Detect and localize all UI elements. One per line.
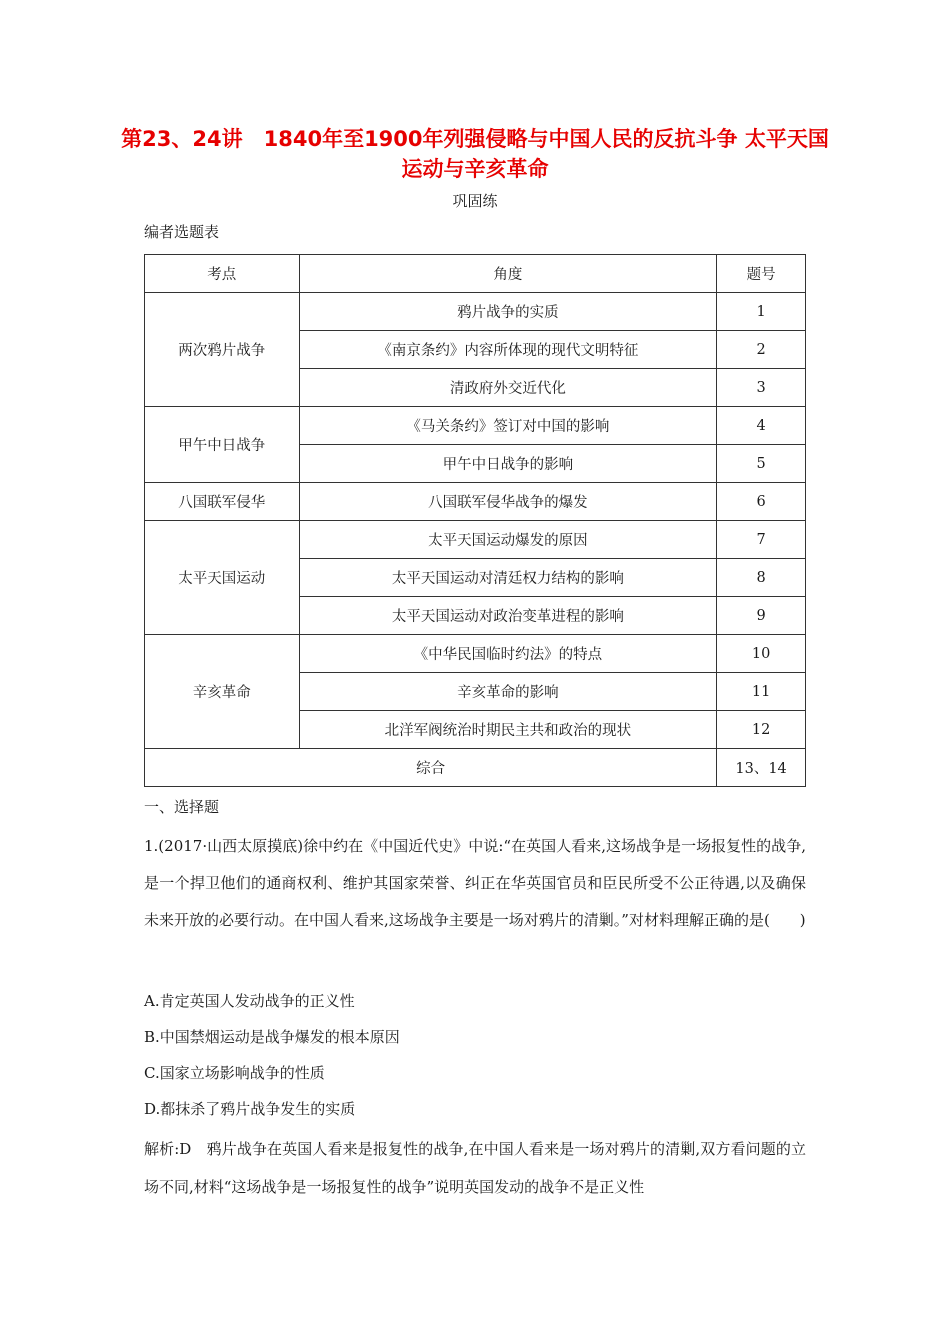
number-cell: 1	[717, 293, 806, 331]
angle-cell: 北洋军阀统治时期民主共和政治的现状	[299, 711, 717, 749]
number-cell: 12	[717, 711, 806, 749]
summary-label-cell: 综合	[145, 749, 717, 787]
topic-cell: 甲午中日战争	[145, 407, 300, 483]
angle-cell: 八国联军侵华战争的爆发	[299, 483, 717, 521]
number-cell: 10	[717, 635, 806, 673]
header-number: 题号	[717, 255, 806, 293]
topic-cell: 八国联军侵华	[145, 483, 300, 521]
topic-cell: 两次鸦片战争	[145, 293, 300, 407]
angle-cell: 《南京条约》内容所体现的现代文明特征	[299, 331, 717, 369]
topic-selection-table	[144, 254, 806, 787]
table-summary-row	[145, 749, 806, 787]
page-subtitle: 巩固练	[452, 192, 498, 210]
table-header-row	[145, 255, 806, 293]
answer-analysis: 解析:D 鸦片战争在英国人看来是报复性的战争,在中国人看来是一场对鸦片的清剿,双方看问题的立场不同,材料“这场战争是一场报复性的战争”说明英国发动的战争不是正义性	[144, 1140, 806, 1196]
angle-cell: 《中华民国临时约法》的特点	[299, 635, 717, 673]
summary-number-cell: 13、14	[717, 749, 806, 787]
option-a: A.肯定英国人发动战争的正义性	[144, 992, 355, 1010]
question-stem	[144, 828, 806, 939]
number-cell: 3	[717, 369, 806, 407]
option-b: B.中国禁烟运动是战争爆发的根本原因	[144, 1028, 400, 1046]
angle-cell: 辛亥革命的影响	[299, 673, 717, 711]
option-c: C.国家立场影响战争的性质	[144, 1064, 325, 1082]
answer-options	[144, 986, 806, 1130]
table-row	[145, 293, 806, 331]
header-topic: 考点	[145, 255, 300, 293]
question-text: 1.(2017·山西太原摸底)徐中约在《中国近代史》中说:“在英国人看来,这场战争是一场报复性的战争,是一个捍卫他们的通商权利、维护其国家荣誉、纠正在华英国官员和臣民所受不公正待遇,以及确保未来开放的必要行动。在中国人看来,这场战争主要是一场对鸦片的清剿。”对材料理解正确的是( )	[144, 837, 806, 929]
angle-cell: 太平天国运动爆发的原因	[299, 521, 717, 559]
angle-cell: 太平天国运动对清廷权力结构的影响	[299, 559, 717, 597]
angle-cell: 鸦片战争的实质	[299, 293, 717, 331]
option-d: D.都抹杀了鸦片战争发生的实质	[144, 1100, 356, 1118]
page-title: 第23、24讲 1840年至1900年列强侵略与中国人民的反抗斗争 太平天国运动与辛亥革命	[121, 127, 829, 181]
number-cell: 4	[717, 407, 806, 445]
angle-cell: 清政府外交近代化	[299, 369, 717, 407]
topic-cell: 太平天国运动	[145, 521, 300, 635]
table-row	[145, 483, 806, 521]
angle-cell: 太平天国运动对政治变革进程的影响	[299, 597, 717, 635]
number-cell: 7	[717, 521, 806, 559]
table-caption: 编者选题表	[144, 223, 220, 241]
angle-cell: 《马关条约》签订对中国的影响	[299, 407, 717, 445]
number-cell: 6	[717, 483, 806, 521]
table-row	[145, 521, 806, 559]
topic-cell: 辛亥革命	[145, 635, 300, 749]
number-cell: 9	[717, 597, 806, 635]
table-row	[145, 407, 806, 445]
section-heading: 一、选择题	[144, 798, 220, 816]
header-angle: 角度	[299, 255, 717, 293]
number-cell: 5	[717, 445, 806, 483]
angle-cell: 甲午中日战争的影响	[299, 445, 717, 483]
number-cell: 8	[717, 559, 806, 597]
table-row	[145, 635, 806, 673]
number-cell: 11	[717, 673, 806, 711]
number-cell: 2	[717, 331, 806, 369]
